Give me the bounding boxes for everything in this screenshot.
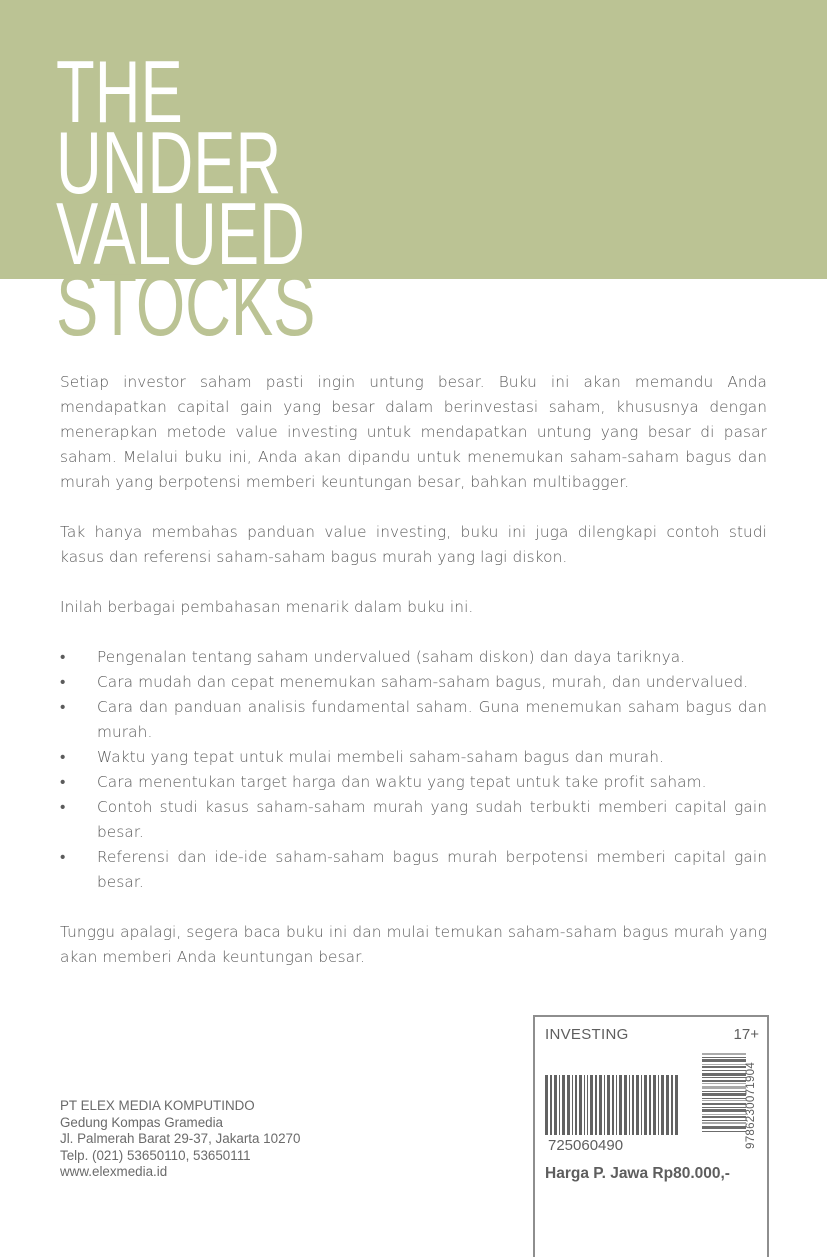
bullet-icon: • [60,648,66,666]
publisher-name: PT ELEX MEDIA KOMPUTINDO [60,1098,255,1113]
price-label: Harga P. Jawa Rp80.000,- [545,1165,730,1182]
bullet-icon: • [60,773,66,791]
topic-text: Waktu yang tepat untuk mulai membeli saham-saham bagus dan murah. [97,748,665,766]
title-line-stocks: STOCKS [56,255,316,354]
bullet-icon: • [60,798,66,816]
topic-text: Pengenalan tentang saham undervalued (saham diskon) dan daya tariknya. [97,648,686,666]
topic-item [60,770,767,795]
topic-text: Contoh studi kasus saham-saham murah yang sudah terbukti memberi capital gain besar. [97,798,767,841]
barcode-number: 725060490 [548,1137,624,1154]
topic-text: Referensi dan ide-ide saham-saham bagus murah berpotensi memberi capital gain besar. [97,848,767,891]
publisher-website: www.elexmedia.id [60,1164,168,1179]
title-line-the: THE [56,42,183,141]
topic-item [60,645,767,670]
bullet-icon: • [60,698,66,716]
topic-text: Cara mudah dan cepat menemukan saham-saham bagus, murah, dan undervalued. [97,673,749,691]
topic-item [60,695,767,745]
blurb-paragraph-lead-in: Inilah berbagai pembahasan menarik dalam buku ini. [60,598,474,616]
category-label: INVESTING [545,1026,629,1043]
publisher-address: Jl. Palmerah Barat 29-37, Jakarta 10270 [60,1131,301,1146]
blurb-paragraph-intro: Setiap investor saham pasti ingin untung besar. Buku ini akan memandu Anda mendapatkan capital gain yang besar dalam berinvestasi saham, khususnya dengan menerapkan metode value investing untuk mendapatkan untung yang besar di pasar saham. Melalui buku ini, Anda akan dipandu untuk menemukan saham-saham bagus dan murah yang berpotensi memberi keuntungan besar, bahkan multibagger. [60,373,767,491]
publisher-building: Gedung Kompas Gramedia [60,1114,224,1130]
blurb-paragraph-case-studies: Tak hanya membahas panduan value investing, buku ini juga dilengkapi contoh studi kasus dan referensi saham-saham bagus murah yang lagi diskon. [60,523,767,566]
price-barcode-label [533,1015,769,1257]
bullet-icon: • [60,848,66,866]
blurb-closing: Tunggu apalagi, segera baca buku ini dan mulai temukan saham-saham bagus murah yang akan memberi Anda keuntungan besar. [60,923,767,966]
title-line-valued: VALUED [56,184,305,283]
barcode-icon [545,1075,682,1135]
topic-text: Cara dan panduan analisis fundamental saham. Guna menemukan saham bagus dan murah. [97,698,767,741]
publisher-phone: Telp. (021) 53650110, 53650111 [60,1147,251,1163]
isbn-barcode-icon [702,1053,746,1146]
topic-item [60,795,767,845]
topics-list [60,645,767,895]
topic-text: Cara menentukan target harga dan waktu yang tepat untuk take profit saham. [97,773,707,791]
title-line-under: UNDER [56,113,282,212]
blurb [60,370,767,995]
age-rating: 17+ [733,1026,759,1043]
bullet-icon: • [60,748,66,766]
topic-item [60,845,767,895]
book-title [56,42,416,354]
isbn-number: 9786230071904 [745,1061,757,1149]
topic-item [60,670,767,695]
publisher-info [60,1098,300,1181]
bullet-icon: • [60,673,66,691]
topic-item [60,745,767,770]
